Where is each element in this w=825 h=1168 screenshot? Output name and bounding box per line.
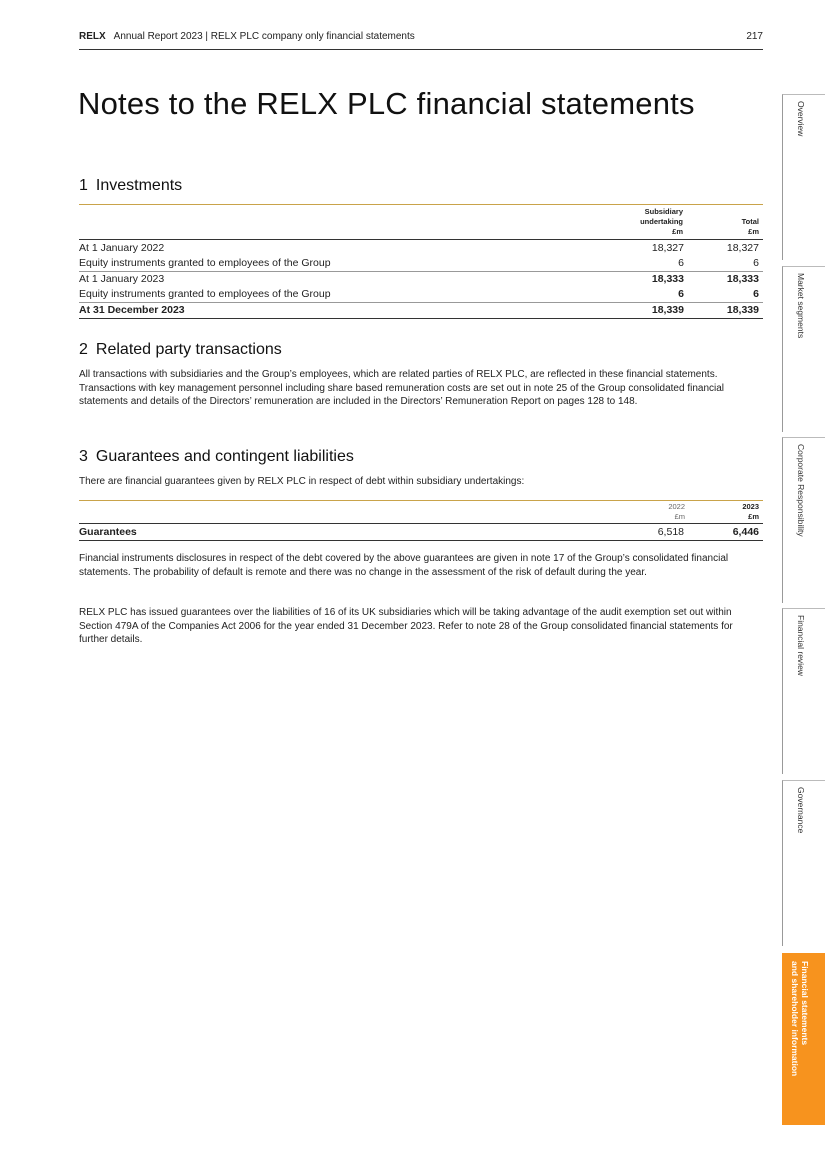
section-heading-guarantees [79, 448, 354, 466]
related-party-paragraph: All transactions with subsidiaries and the Group’s employees, which are related parties of RELX PLC, are reflected in these financial statements. Transactions with key management personnel including share based remuneration costs are set out in note 25 of the Group consolidated financial statements and details of the Directors’ remuneration are included in the Directors’ Remuneration Report on pages 128 to 148. [79, 369, 725, 407]
tab-overview[interactable] [782, 94, 825, 260]
row-value-total: 18,339 [726, 304, 759, 316]
table-row-total [79, 303, 763, 318]
column-header-2022 [668, 502, 685, 522]
section-number: 1 [79, 177, 88, 194]
row-value-total: 6 [753, 257, 759, 269]
tab-governance[interactable] [782, 780, 825, 946]
row-value-2022: 6,518 [657, 526, 684, 538]
section-rule [79, 204, 763, 205]
tab-financial-statements[interactable] [782, 953, 825, 1125]
brand-name: RELX [79, 31, 106, 42]
row-value-total: 18,327 [726, 242, 759, 254]
tab-label: Market segments [796, 273, 806, 339]
tab-label: Financial statements and shareholder information [790, 961, 810, 1077]
row-value-2023: 6,446 [732, 526, 759, 538]
row-value-total: 18,333 [726, 273, 759, 285]
row-value-subsidiary: 18,333 [651, 273, 684, 285]
section-heading-investments [79, 177, 182, 195]
column-header-line: undertaking [640, 217, 683, 226]
section-heading-related-party [79, 341, 282, 359]
section-number: 3 [79, 448, 88, 465]
table-bottom-rule [79, 540, 763, 541]
section-title: Related party transactions [95, 341, 282, 358]
tab-financial-review[interactable] [782, 608, 825, 774]
header-subtitle: Annual Report 2023 | RELX PLC company only financial statements [113, 31, 415, 42]
tab-corporate-responsibility[interactable] [782, 437, 825, 603]
column-header-line: Total [741, 217, 759, 226]
column-header-line: £m [672, 227, 683, 236]
running-header [79, 31, 763, 50]
column-header-line: £m [748, 227, 759, 236]
section-rule [79, 500, 763, 501]
row-label: Equity instruments granted to employees of the Group [79, 257, 331, 269]
row-value-subsidiary: 18,339 [651, 304, 684, 316]
column-header-subsidiary [640, 207, 683, 237]
tab-label: Governance [796, 787, 806, 834]
tab-market-segments[interactable] [782, 266, 825, 432]
section-title: Investments [95, 177, 183, 194]
page-title: Notes to the RELX PLC financial statements [78, 86, 695, 121]
table-row [79, 256, 763, 271]
column-header-line: £m [748, 512, 759, 521]
row-value-subsidiary: 18,327 [651, 242, 684, 254]
row-label: At 1 January 2022 [79, 242, 165, 254]
tab-label: Financial review [796, 615, 806, 676]
table-row [79, 241, 763, 256]
section-number: 2 [79, 341, 88, 358]
page-number: 217 [746, 31, 763, 42]
row-label: Guarantees [79, 526, 137, 538]
row-label: At 31 December 2023 [79, 304, 185, 316]
guarantees-intro: There are financial guarantees given by RELX PLC in respect of debt within subsidiary undertakings: [79, 476, 525, 487]
table-row [79, 272, 763, 287]
row-label: At 1 January 2023 [79, 273, 165, 285]
column-header-2023 [742, 502, 759, 522]
guarantees-paragraph-2: RELX PLC has issued guarantees over the liabilities of 16 of its UK subsidiaries which will be taking advantage of the audit exemption set out within Section 479A of the Companies Act 2006 for the year ended 31 December 2023. Refer to note 28 of the Group consolidated financial statements for further details. [79, 607, 733, 645]
guarantees-paragraph-1: Financial instruments disclosures in respect of the debt covered by the above guarantees are given in note 17 of the Group’s consolidated financial statements. The probability of default is remote and there was no change in the assessment of the risk of default during the year. [79, 553, 729, 578]
table-header-rule [79, 523, 763, 524]
row-value-subsidiary: 6 [678, 288, 684, 300]
row-label: Equity instruments granted to employees of the Group [79, 288, 331, 300]
tab-label: Overview [796, 101, 806, 137]
row-value-subsidiary: 6 [678, 257, 684, 269]
row-value-total: 6 [753, 288, 759, 300]
table-row [79, 287, 763, 302]
column-header-total [742, 217, 759, 237]
column-header-line: Subsidiary [644, 207, 683, 216]
column-header-line: £m [674, 512, 685, 521]
column-header-line: 2022 [668, 502, 685, 511]
table-bottom-rule [79, 318, 763, 319]
table-header-rule [79, 239, 763, 240]
section-title: Guarantees and contingent liabilities [95, 448, 354, 465]
tab-label: Corporate Responsibility [796, 444, 806, 537]
column-header-line: 2023 [742, 502, 759, 511]
table-row [79, 525, 763, 540]
